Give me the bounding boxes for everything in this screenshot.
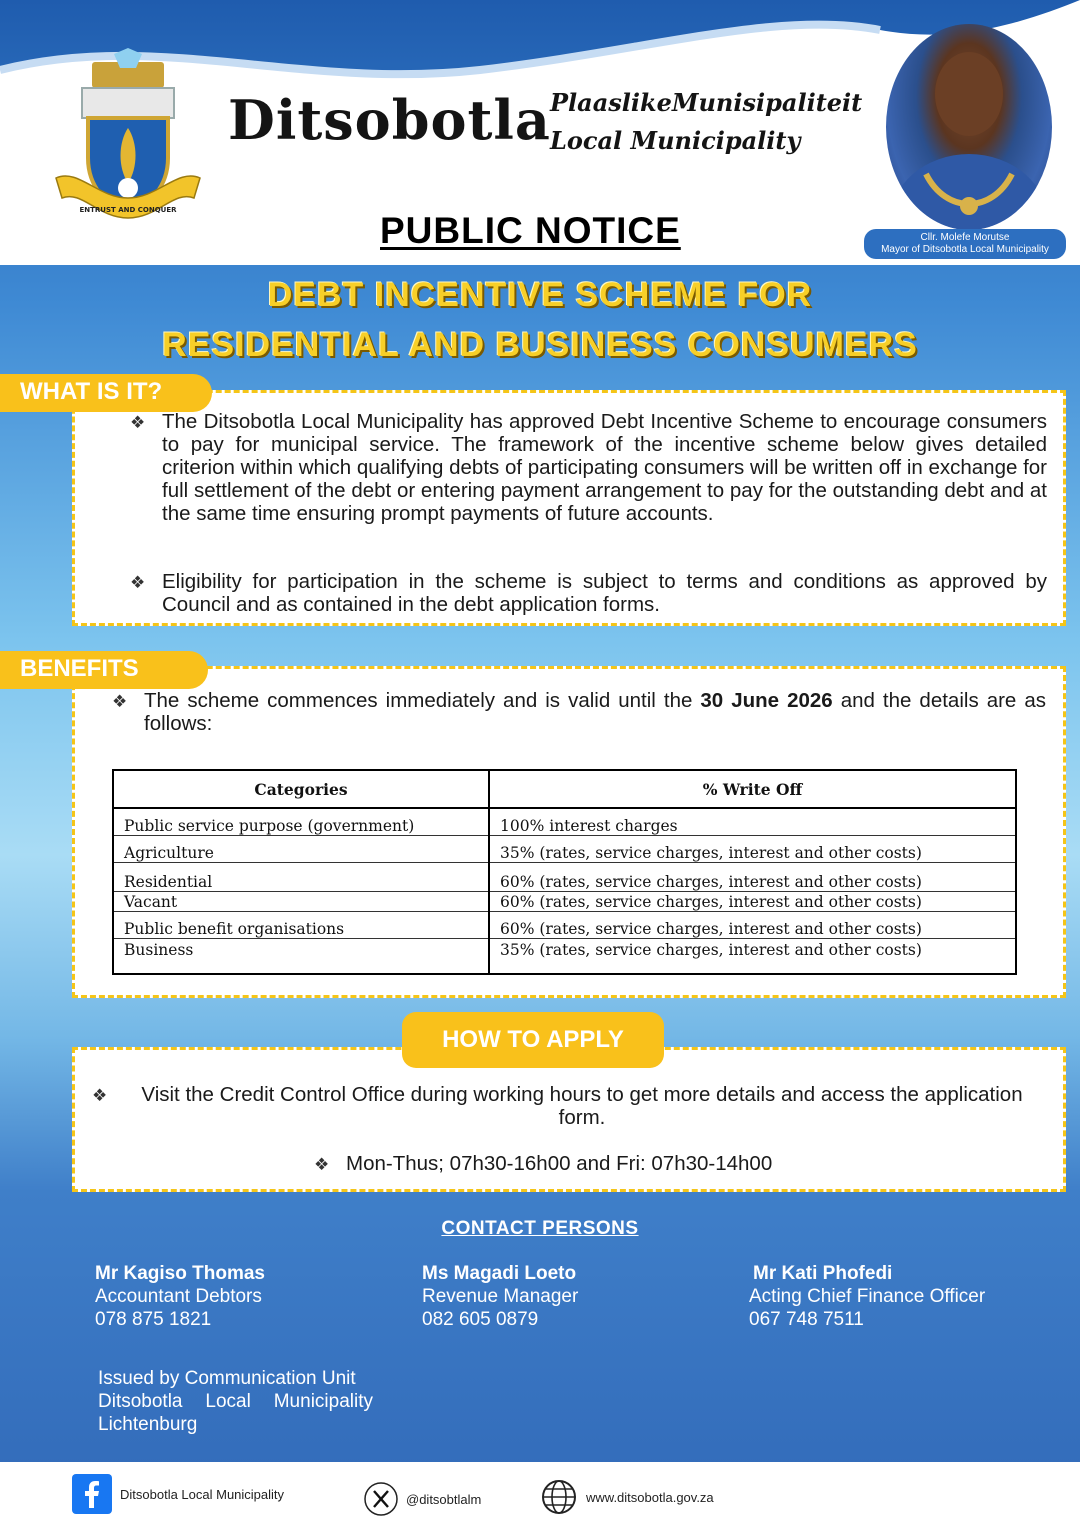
category-cell: Business (113, 938, 489, 974)
contact-phone[interactable]: 067 748 7511 (749, 1309, 864, 1330)
category-cell: Residential (113, 862, 489, 891)
contact-name: Mr Kagiso Thomas (95, 1263, 265, 1284)
facebook-icon (72, 1474, 112, 1514)
table-header-row (113, 770, 1016, 808)
crest-motto: ENTRUST AND CONQUER (79, 206, 177, 214)
facebook-link[interactable] (72, 1474, 284, 1514)
issued-line2: Ditsobotla Local Municipality (98, 1391, 373, 1412)
write-off-cell: 35% (rates, service charges, interest and other costs) (489, 835, 1016, 862)
x-handle: @ditsobtlalm (406, 1491, 482, 1507)
write-off-cell: 60% (rates, service charges, interest and other costs) (489, 911, 1016, 938)
issued-by-block (98, 1367, 373, 1436)
headline-line2: RESIDENTIAL AND BUSINESS CONSUMERS (162, 326, 918, 364)
issued-line3: Lichtenburg (98, 1414, 198, 1435)
write-off-cell: 60% (rates, service charges, interest and other costs) (489, 891, 1016, 911)
table-row (113, 835, 1016, 862)
globe-icon (540, 1478, 578, 1516)
contact-role: Acting Chief Finance Officer (749, 1286, 986, 1307)
contact-card (749, 1262, 1049, 1331)
category-cell: Agriculture (113, 835, 489, 862)
mayor-title: Mayor of Ditsobotla Local Municipality (881, 244, 1049, 255)
contact-card (422, 1262, 722, 1331)
how-to-apply-bullet-2 (314, 1152, 834, 1176)
headline-line1: DEBT INCENTIVE SCHEME FOR (267, 276, 813, 314)
table-row (113, 862, 1016, 891)
write-off-cell: 35% (rates, service charges, interest and other costs) (500, 940, 922, 959)
brand-subtitle-line1: PlaaslikeMunisipaliteit (550, 88, 863, 117)
x-link[interactable] (364, 1482, 481, 1516)
issued-line1: Issued by Communication Unit (98, 1368, 356, 1389)
facebook-page-name: Ditsobotla Local Municipality (120, 1486, 285, 1502)
what-is-it-tab: WHAT IS IT? (0, 374, 212, 412)
table-row (113, 891, 1016, 911)
benefits-intro-text (144, 689, 1046, 735)
diamond-bullet-icon: ❖ (314, 1155, 330, 1174)
bullet-text: Eligibility for participation in the scheme is subject to terms and conditions as approved by Council and as contained in the debt application forms. (162, 570, 1047, 616)
valid-until-date: 30 June 2026 (700, 689, 833, 712)
column-header-write-off: % Write Off (489, 770, 1016, 808)
category-cell: Public benefit organisations (113, 911, 489, 938)
municipal-crest-logo (48, 48, 208, 228)
mayor-photo (886, 24, 1052, 230)
contact-name: Mr Kati Phofedi (753, 1263, 893, 1284)
diamond-bullet-icon: ❖ (130, 573, 146, 592)
office-hours: Mon-Thus; 07h30-16h00 and Fri: 07h30-14h00 (346, 1152, 773, 1175)
contact-phone[interactable]: 078 875 1821 (95, 1309, 212, 1330)
contact-role: Accountant Debtors (95, 1286, 262, 1307)
what-is-it-bullet-1 (130, 410, 1047, 525)
table-row (113, 911, 1016, 938)
category-cell: Public service purpose (government) (113, 808, 489, 835)
diamond-bullet-icon: ❖ (130, 413, 146, 432)
diamond-bullet-icon: ❖ (112, 692, 128, 711)
how-to-apply-bullet-1 (92, 1083, 1040, 1129)
contact-persons-heading: CONTACT PERSONS (441, 1218, 639, 1239)
contact-card (95, 1262, 395, 1331)
intro-before: The scheme commences immediately and is valid until the (144, 689, 701, 712)
category-cell: Vacant (113, 891, 489, 911)
mayor-name: Cllr. Molefe Morutse (920, 232, 1010, 243)
brand-title: Ditsobotla (228, 88, 551, 152)
bullet-text: The Ditsobotla Local Municipality has approved Debt Incentive Scheme to encourage consumers to pay for municipal service. The framework of the incentive scheme below gives detailed criterion within which qualifying debts of participating consumers will be written off in exchange for full settlement of the debt or entering payment arrangement to pay for the outstanding debt and at the same time ensuring prompt payments of future accounts. (162, 410, 1047, 525)
table-row (113, 938, 1016, 974)
table-row (113, 808, 1016, 835)
write-off-cell: 60% (rates, service charges, interest and other costs) (489, 862, 1016, 891)
benefits-intro (112, 689, 1046, 735)
website-url: www.ditsobotla.gov.za (586, 1489, 714, 1505)
brand-subtitle-line2: Local Municipality (550, 126, 801, 155)
column-header-categories: Categories (113, 770, 489, 808)
page-title: PUBLIC NOTICE (380, 210, 681, 251)
website-link[interactable] (540, 1478, 714, 1516)
what-is-it-bullet-2 (130, 570, 1047, 616)
how-to-apply-tab: HOW TO APPLY (402, 1012, 664, 1068)
write-off-table (112, 769, 1017, 975)
contact-phone[interactable]: 082 605 0879 (422, 1309, 539, 1330)
x-icon (364, 1482, 398, 1516)
benefits-tab: BENEFITS (0, 651, 208, 689)
brand-subtitle (550, 84, 880, 160)
contact-role: Revenue Manager (422, 1286, 579, 1307)
write-off-cell: 100% interest charges (489, 808, 1016, 835)
mayor-caption (864, 229, 1066, 259)
contact-name: Ms Magadi Loeto (422, 1263, 577, 1284)
diamond-bullet-icon: ❖ (92, 1086, 108, 1105)
intro-after: and the details are as follows: (144, 689, 1047, 735)
bullet-text: Visit the Credit Control Office during working hours to get more details and access the application form. (141, 1083, 1023, 1129)
